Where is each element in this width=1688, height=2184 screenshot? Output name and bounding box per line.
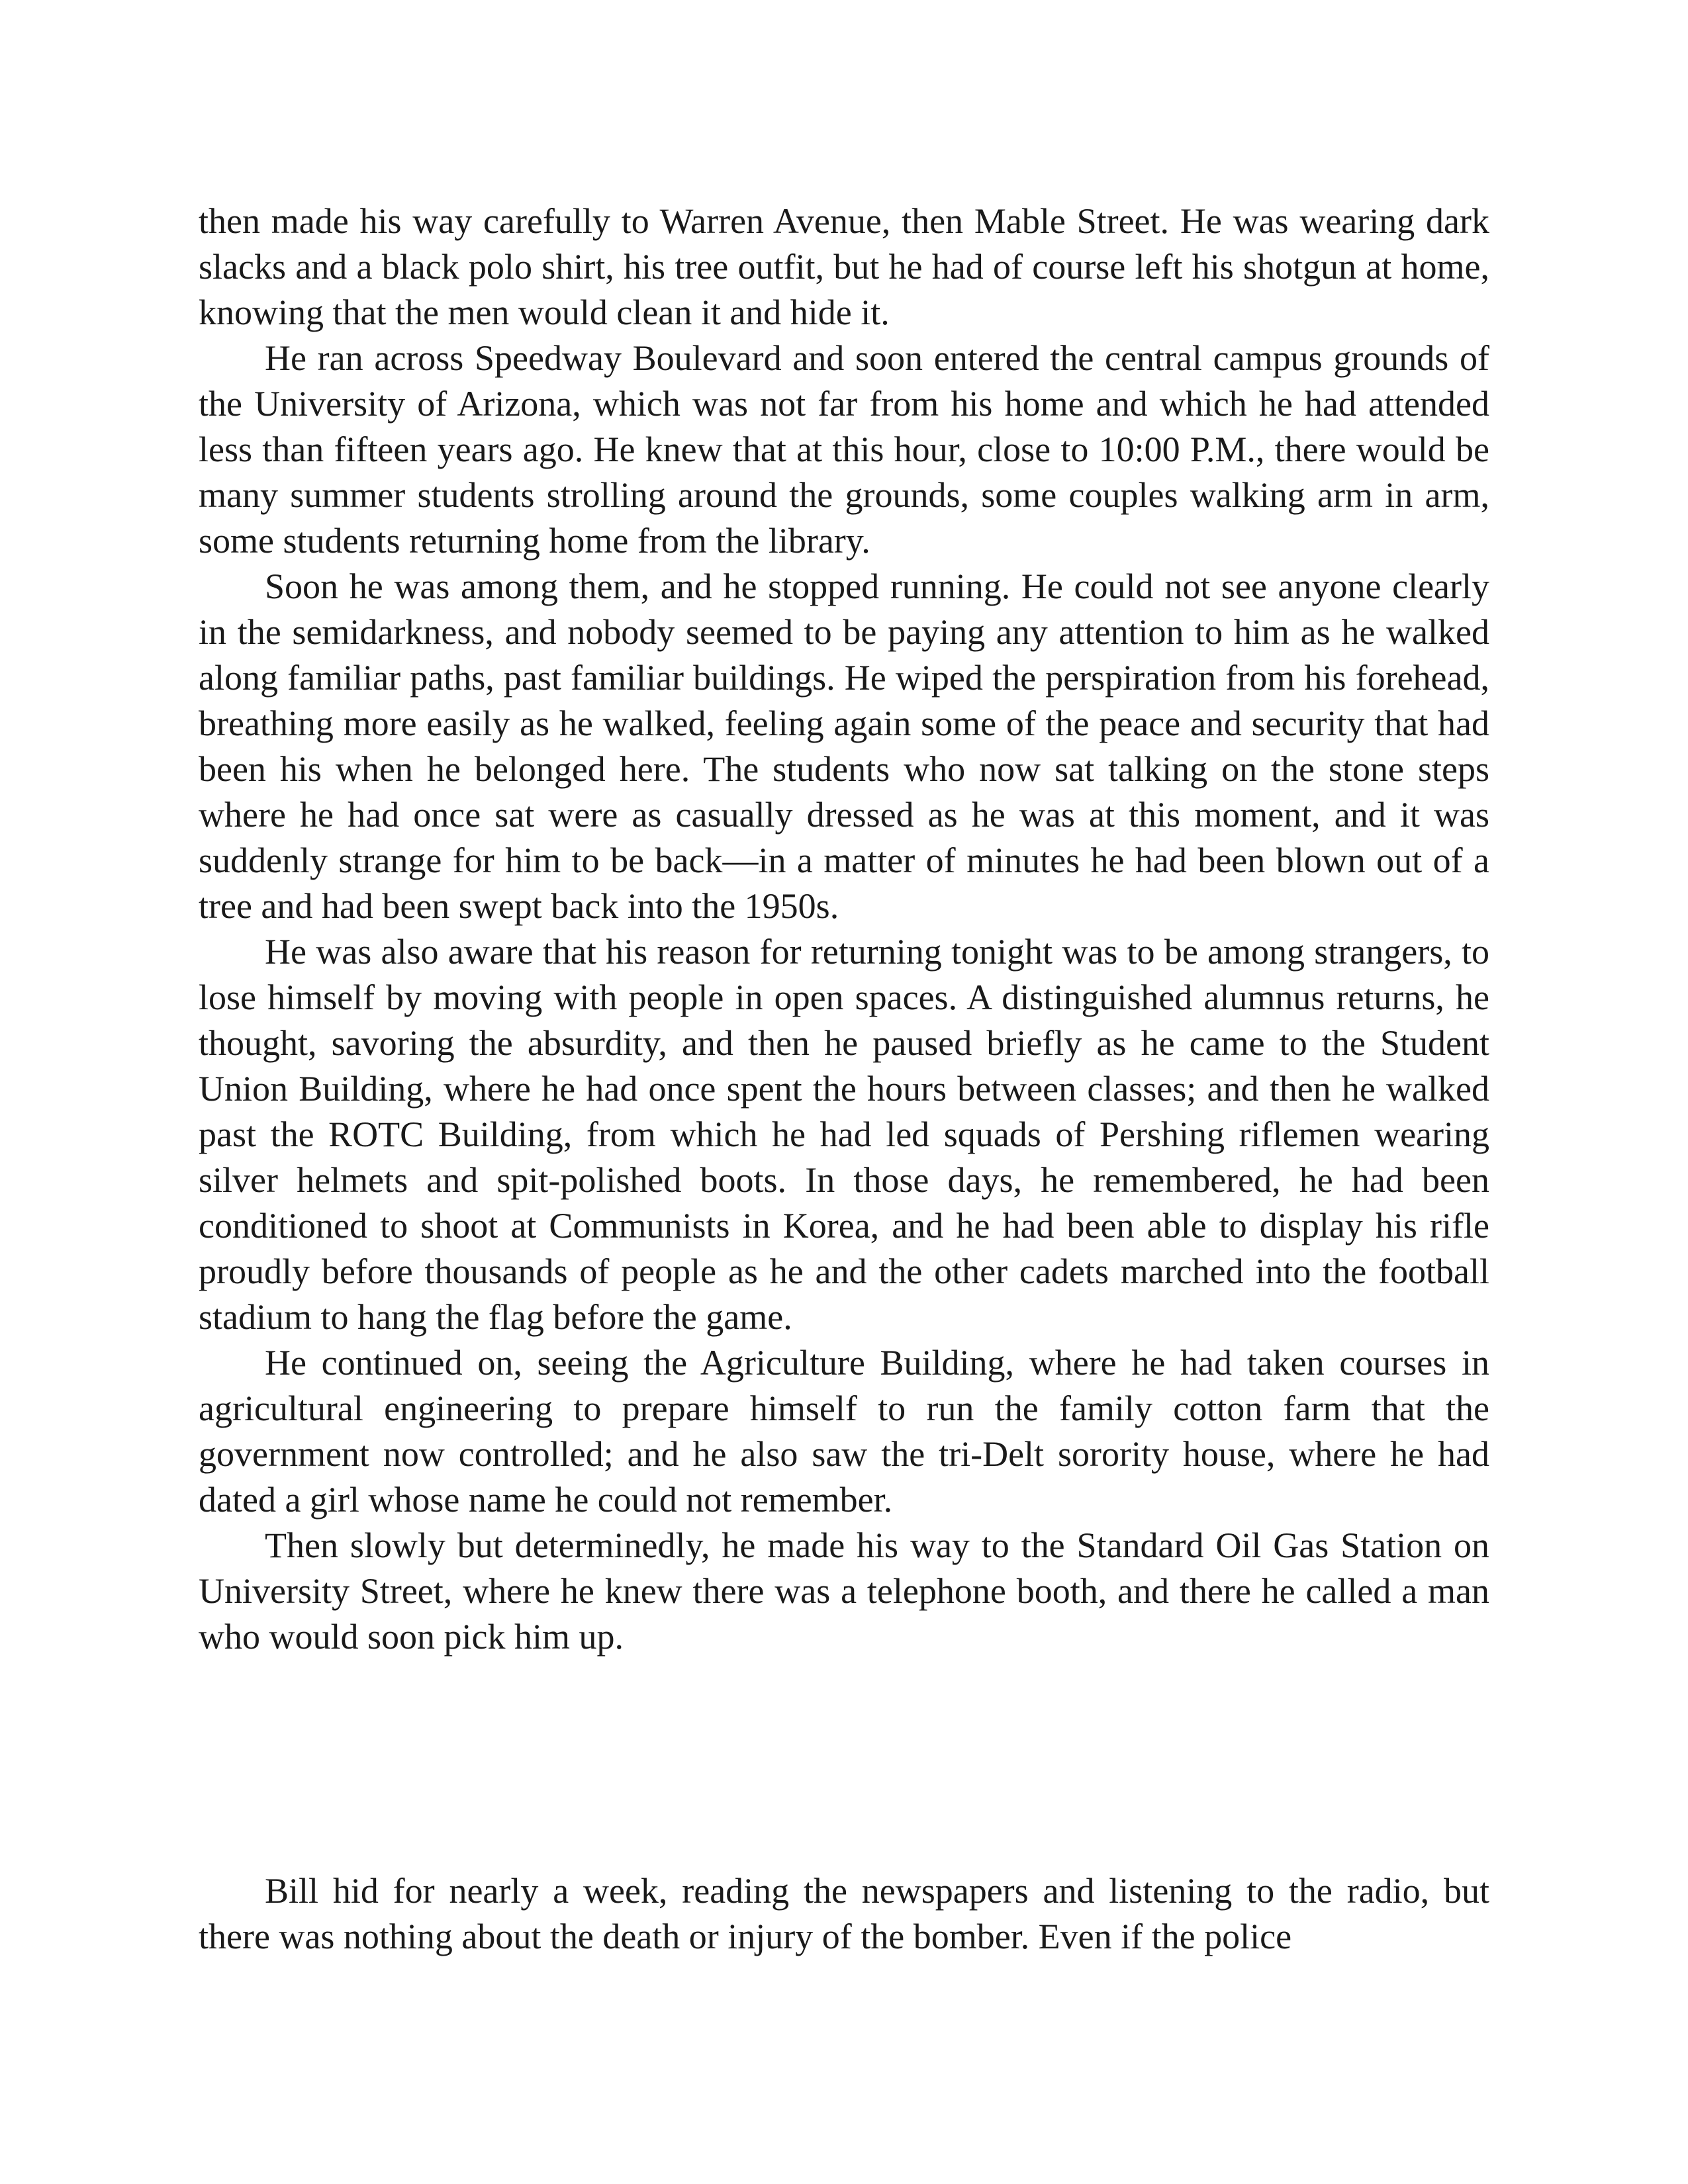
paragraph-strangers: He was also aware that his reason for returning tonight was to be among strangers, to lose himself by moving with people in open spaces. A distinguished alumnus returns, he thought, savoring the absurdity, and then he paused briefly as he came to the Student Union Building, where he had once spent the hours between classes; and then he walked past the ROTC Building, from which he had led squads of Pershing riflemen wearing silver helmets and spit-polished boots. In those days, he remembered, he had been conditioned to shoot at Communists in Korea, and he had been able to display his rifle proudly before thousands of people as he and the other cadets marched into the football stadium to hang the flag before the game. <box>199 932 1489 1337</box>
paragraph-gas-station: Then slowly but determinedly, he made his way to the Standard Oil Gas Station on University Street, where he knew there was a telephone booth, and there he called a man who would soon pick him up. <box>199 1525 1489 1657</box>
paragraph-bill-hid: Bill hid for nearly a week, reading the newspapers and listening to the radio, but there was nothing about the death or injury of the bomber. Even if the police <box>199 1871 1489 1956</box>
paragraph-speedway: He ran across Speedway Boulevard and soon entered the central campus grounds of the University of Arizona, which was not far from his home and which he had attended less than fifteen years ago. He knew that at this hour, close to 10:00 P.M., there would be many summer students strolling around the grounds, some couples walking arm in arm, some students returning home from the library. <box>199 338 1489 561</box>
paragraph-continuation: then made his way carefully to Warren Avenue, then Mable Street. He was wearing dark slacks and a black polo shirt, his tree outfit, but he had of course left his shotgun at home, knowing that the men would clean it and hide it. <box>199 201 1489 332</box>
after-break-text-block <box>199 1868 1489 1960</box>
paragraph-among-them: Soon he was among them, and he stopped running. He could not see anyone clearly in the semidarkness, and nobody seemed to be paying any attention to him as he walked along familiar paths, past familiar buildings. He wiped the perspiration from his forehead, breathing more easily as he walked, feeling again some of the peace and security that had been his when he belonged here. The students who now sat talking on the stone steps where he had once sat were as casually dressed as he was at this moment, and it was suddenly strange for him to be back—in a matter of minutes he had been blown out of a tree and had been swept back into the 1950s. <box>199 567 1489 926</box>
main-text-block <box>199 199 1489 1660</box>
paragraph-agriculture: He continued on, seeing the Agriculture Building, where he had taken courses in agricultural engineering to prepare himself to run the family cotton farm that the government now controlled; and he also saw the tri-Delt sorority house, where he had dated a girl whose name he could not remember. <box>199 1343 1489 1520</box>
